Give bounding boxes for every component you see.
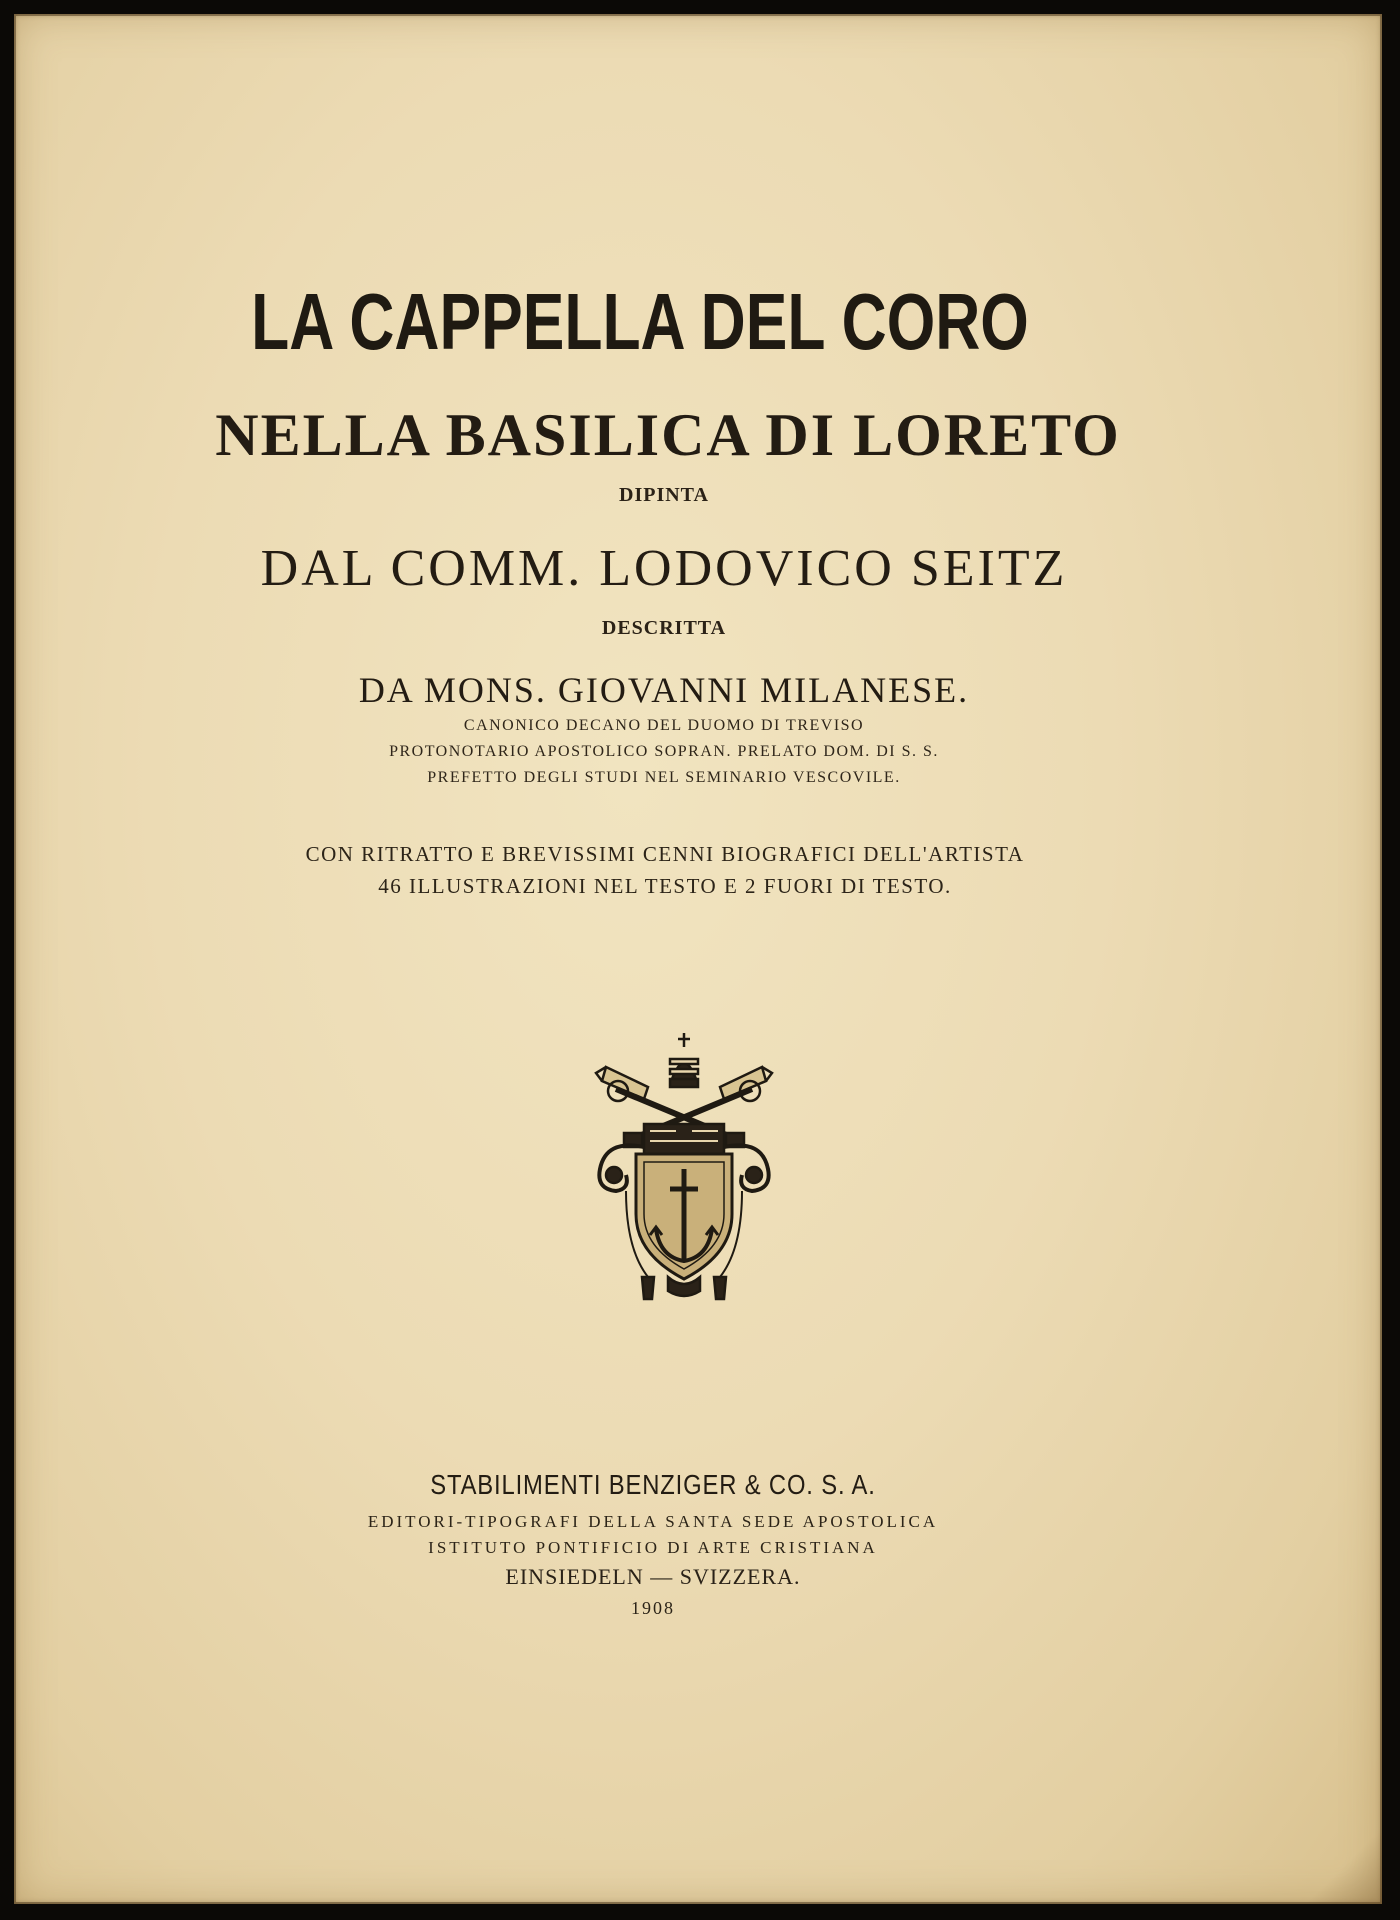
title-line-1: LA CAPPELLA DEL CORO <box>251 277 1029 366</box>
publisher-line: ISTITUTO PONTIFICIO DI ARTE CRISTIANA <box>428 1538 878 1557</box>
writer-credential: PROTONOTARIO APOSTOLICO SOPRAN. PRELATO DOM. DI S. S. <box>389 743 939 760</box>
publication-year: 1908 <box>631 1598 675 1618</box>
artist-name: DAL COMM. LODOVICO SEITZ <box>260 540 1068 597</box>
publisher-name: STABILIMENTI BENZIGER & CO. S. A. <box>430 1469 876 1500</box>
book-cover-page <box>14 14 1382 1904</box>
publisher-line: EDITORI-TIPOGRAFI DELLA SANTA SEDE APOSTOLICA <box>367 1512 939 1531</box>
papal-coat-of-arms-icon <box>586 1029 782 1304</box>
publisher-place: EINSIEDELN — SVIZZERA. <box>505 1564 801 1589</box>
illustration-note: CON RITRATTO E BREVISSIMI CENNI BIOGRAFICI DELL'ARTISTA <box>305 842 1025 866</box>
descritta-label: DESCRITTA <box>601 617 727 639</box>
writer-credential: PREFETTO DEGLI STUDI NEL SEMINARIO VESCOVILE. <box>427 769 901 786</box>
illustration-note: 46 ILLUSTRAZIONI NEL TESTO E 2 FUORI DI TESTO. <box>378 874 952 898</box>
title-line-2: NELLA BASILICA DI LORETO <box>215 402 1121 468</box>
writer-name: DA MONS. GIOVANNI MILANESE. <box>358 670 970 710</box>
writer-credential: CANONICO DECANO DEL DUOMO DI TREVISO <box>463 717 865 734</box>
dipinta-label: DIPINTA <box>619 484 709 506</box>
